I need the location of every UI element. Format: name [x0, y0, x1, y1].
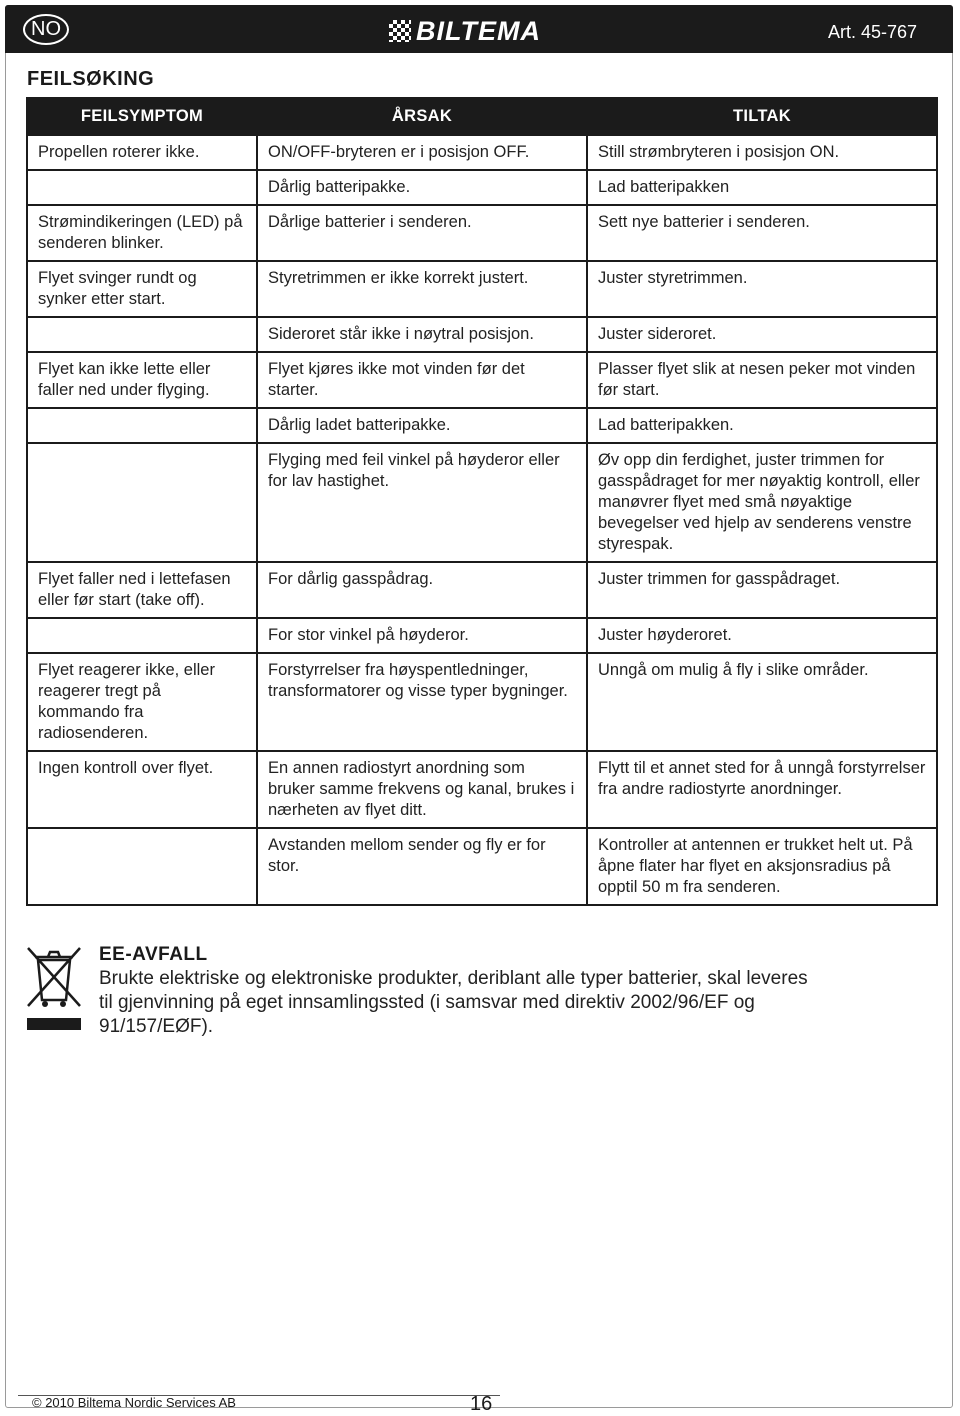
cause-cell: Flyging med feil vinkel på høyderor eller for lav hastighet. — [257, 443, 587, 562]
table-row — [27, 618, 937, 653]
article-number: Art. 45-767 — [827, 22, 917, 42]
troubleshooting-table — [26, 97, 938, 906]
table-row — [27, 408, 937, 443]
table-row — [27, 828, 937, 905]
copyright: © 2010 Biltema Nordic Services AB — [32, 1395, 236, 1410]
remedy-cell: Lad batteripakken — [587, 170, 937, 205]
cause-cell: ON/OFF-bryteren er i posisjon OFF. — [257, 135, 587, 170]
header-cause: ÅRSAK — [257, 98, 587, 135]
cause-cell: For stor vinkel på høyderor. — [257, 618, 587, 653]
section-title: FEILSØKING — [27, 68, 155, 90]
table-row — [27, 135, 937, 170]
symptom-cell — [27, 170, 257, 205]
symptom-cell: Strømindikeringen (LED) på senderen blinker. — [27, 205, 257, 261]
logo-wordmark: BILTEMA — [416, 15, 541, 46]
weee-crossed-bin-icon — [24, 940, 84, 1032]
table-row — [27, 317, 937, 352]
cause-cell: Forstyrrelser fra høyspentledninger, transformatorer og visse typer bygninger. — [257, 653, 587, 751]
ee-text: Brukte elektriske og elektroniske produkter, deriblant alle typer batterier, skal leveres til gjenvinning på eget innsamlingssted (i samsvar med direktiv 2002/96/EF og 91/157/EØF). — [99, 968, 808, 1037]
table-row — [27, 352, 937, 408]
remedy-cell: Juster styretrimmen. — [587, 261, 937, 317]
remedy-cell: Lad batteripakken. — [587, 408, 937, 443]
table-row — [27, 205, 937, 261]
cause-cell: For dårlig gasspådrag. — [257, 562, 587, 618]
table-header-row — [27, 98, 937, 135]
biltema-logo — [389, 17, 541, 45]
symptom-cell — [27, 828, 257, 905]
symptom-cell — [27, 618, 257, 653]
page-header — [5, 5, 953, 53]
table-row — [27, 261, 937, 317]
cause-cell: Dårlige batterier i senderen. — [257, 205, 587, 261]
cause-cell: Avstanden mellom sender og fly er for stor. — [257, 828, 587, 905]
cause-cell: Sideroret står ikke i nøytral posisjon. — [257, 317, 587, 352]
table-row — [27, 653, 937, 751]
checkered-flag-icon — [389, 20, 411, 42]
remedy-cell: Plasser flyet slik at nesen peker mot vinden før start. — [587, 352, 937, 408]
header-symptom: FEILSYMPTOM — [27, 98, 257, 135]
symptom-cell — [27, 317, 257, 352]
symptom-cell: Flyet faller ned i lettefasen eller før start (take off). — [27, 562, 257, 618]
remedy-cell: Kontroller at antennen er trukket helt ut. På åpne flater har flyet en aksjonsradius på opptil 50 m fra senderen. — [587, 828, 937, 905]
symptom-cell — [27, 443, 257, 562]
symptom-cell: Ingen kontroll over flyet. — [27, 751, 257, 828]
symptom-cell: Flyet kan ikke lette eller faller ned under flyging. — [27, 352, 257, 408]
table-row — [27, 170, 937, 205]
cause-cell: Flyet kjøres ikke mot vinden før det starter. — [257, 352, 587, 408]
symptom-cell — [27, 408, 257, 443]
table-row — [27, 751, 937, 828]
ee-title: EE-AVFALL — [99, 944, 208, 965]
page-number: 16 — [470, 1393, 493, 1415]
symptom-cell: Flyet svinger rundt og synker etter start. — [27, 261, 257, 317]
remedy-cell: Flytt til et annet sted for å unngå forstyrrelser fra andre radiostyrte anordninger. — [587, 751, 937, 828]
cause-cell: Dårlig batteripakke. — [257, 170, 587, 205]
symptom-cell: Flyet reagerer ikke, eller reagerer tregt på kommando fra radiosenderen. — [27, 653, 257, 751]
cause-cell: En annen radiostyrt anordning som bruker samme frekvens og kanal, brukes i nærheten av flyet ditt. — [257, 751, 587, 828]
remedy-cell: Juster høyderoret. — [587, 618, 937, 653]
remedy-cell: Juster sideroret. — [587, 317, 937, 352]
remedy-cell: Sett nye batterier i senderen. — [587, 205, 937, 261]
remedy-cell: Still strømbryteren i posisjon ON. — [587, 135, 937, 170]
header-remedy: TILTAK — [587, 98, 937, 135]
language-badge: NO — [23, 14, 69, 45]
table-row — [27, 562, 937, 618]
remedy-cell: Unngå om mulig å fly i slike områder. — [587, 653, 937, 751]
remedy-cell: Øv opp din ferdighet, juster trimmen for gasspådraget for mer nøyaktig kontroll, eller manøvrer flyet med små nøyaktige bevegelser ved hjelp av senderens venstre styrespak. — [587, 443, 937, 562]
symptom-cell: Propellen roterer ikke. — [27, 135, 257, 170]
cause-cell: Dårlig ladet batteripakke. — [257, 408, 587, 443]
remedy-cell: Juster trimmen for gasspådraget. — [587, 562, 937, 618]
table-row — [27, 443, 937, 562]
cause-cell: Styretrimmen er ikke korrekt justert. — [257, 261, 587, 317]
